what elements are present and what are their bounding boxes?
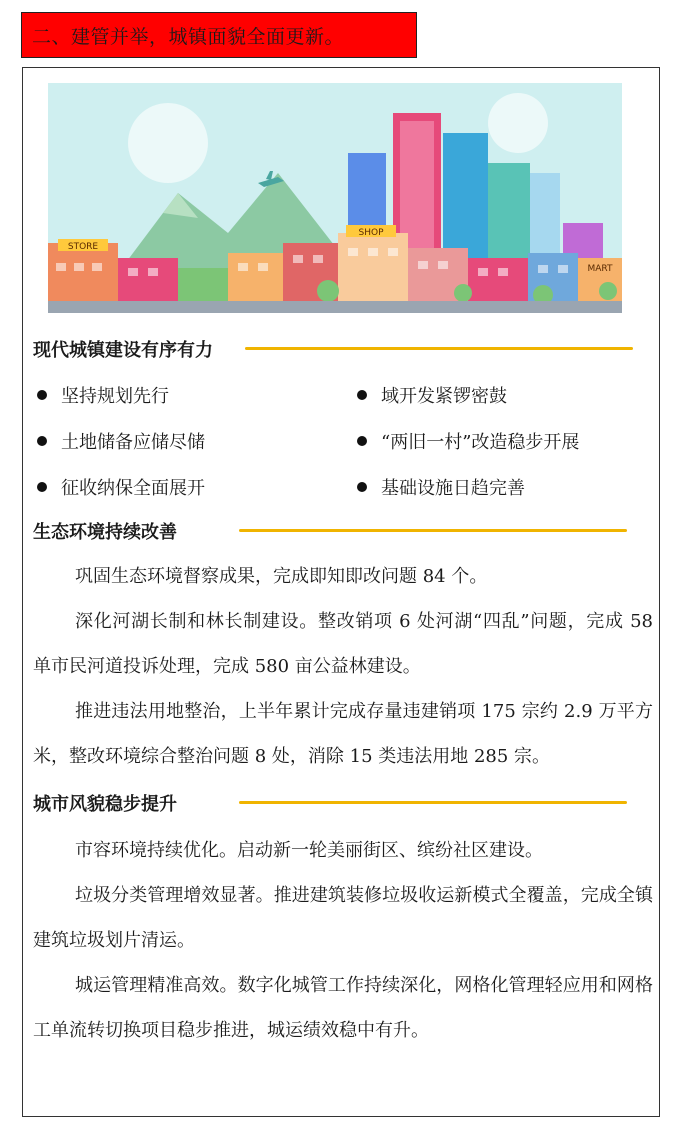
content-panel: [22, 67, 660, 1117]
building: [228, 253, 283, 303]
list-item: 征收纳保全面展开: [37, 474, 205, 500]
street: [48, 301, 622, 313]
heading-divider: [239, 801, 627, 804]
cloud: [128, 103, 208, 183]
section-heading-cityscape: [33, 790, 633, 816]
paragraph: 市容环境持续优化。启动新一轮美丽街区、缤纷社区建设。: [75, 840, 543, 861]
section-heading-urban-construction: [33, 336, 633, 362]
section-title: 生态环境持续改善: [33, 522, 177, 543]
store-building: [48, 243, 118, 303]
heading-divider: [245, 347, 633, 350]
city-illustration: [48, 83, 622, 313]
banner-title: 二、建管并举，城镇面貌全面更新。: [32, 25, 345, 48]
paragraph: 垃圾分类管理增效显著。推进建筑装修垃圾收运新模式全覆盖，完成全镇建筑垃圾划片清运。: [33, 885, 653, 951]
shop-sign: SHOP: [358, 228, 384, 238]
list-item: 坚持规划先行: [37, 382, 169, 408]
store-sign: STORE: [67, 242, 99, 252]
paragraph: 巩固生态环境督察成果，完成即知即改问题 84 个。: [75, 566, 488, 587]
section-title: 城市风貌稳步提升: [33, 794, 177, 815]
list-item: 域开发紧锣密鼓: [357, 382, 507, 408]
section-title: 现代城镇建设有序有力: [33, 340, 213, 361]
section-banner: [21, 12, 417, 58]
heading-divider: [239, 529, 627, 532]
shop-building: [338, 233, 408, 303]
list-item: “两旧一村”改造稳步开展: [357, 428, 579, 454]
bullet-dot-icon: [357, 436, 367, 446]
paragraph: 城运管理精准高效。数字化城管工作持续深化，网格化管理轻应用和网格工单流转切换项目稳步推进，城运绩效稳中有升。: [33, 975, 653, 1041]
bullet-dot-icon: [357, 482, 367, 492]
mart-sign: MART: [587, 264, 613, 274]
section-heading-ecology: [33, 518, 633, 544]
building: [468, 258, 528, 303]
bullet-dot-icon: [357, 390, 367, 400]
paragraph: 深化河湖长制和林长制建设。整改销项 6 处河湖“四乱”问题，完成 58 单市民河道投诉处理，完成 580 亩公益林建设。: [33, 611, 653, 677]
list-item: 土地储备应储尽储: [37, 428, 205, 454]
list-item: 基础设施日趋完善: [357, 474, 525, 500]
bullet-dot-icon: [37, 482, 47, 492]
building: [118, 258, 178, 303]
paragraph: 推进违法用地整治，上半年累计完成存量违建销项 175 宗约 2.9 万平方米，整改环境综合整治问题 8 处，消除 15 类违法用地 285 宗。: [33, 701, 653, 767]
bullet-dot-icon: [37, 436, 47, 446]
cloud: [488, 93, 548, 153]
bullet-dot-icon: [37, 390, 47, 400]
